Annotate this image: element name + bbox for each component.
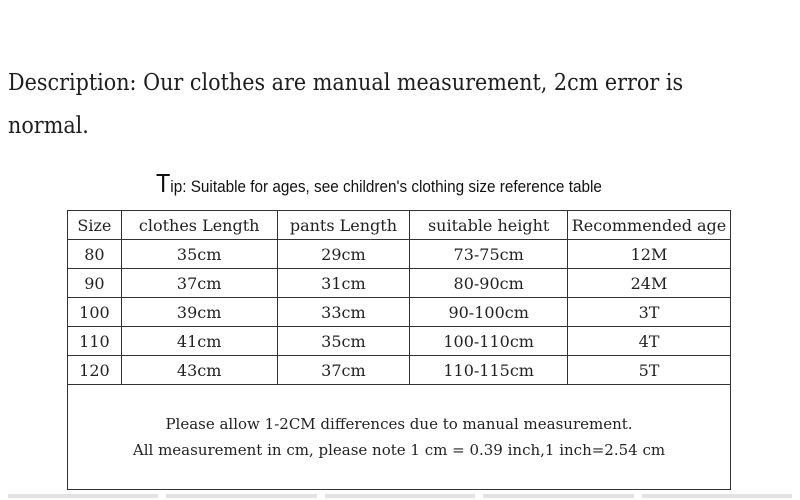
table-row xyxy=(68,240,731,269)
cell-size: 90 xyxy=(68,269,122,298)
cell-clothes-length: 43cm xyxy=(121,356,277,385)
table-header-row xyxy=(68,211,731,240)
header-pants-length: pants Length xyxy=(277,211,410,240)
cell-size: 100 xyxy=(68,298,122,327)
measurement-note-line: All measurement in cm, please note 1 cm = 0.39 inch,1 inch=2.54 cm xyxy=(132,441,666,459)
cell-recommended-age: 24M xyxy=(568,269,731,298)
cell-suitable-height: 73-75cm xyxy=(410,240,568,269)
cell-suitable-height: 100-110cm xyxy=(410,327,568,356)
header-suitable-height: suitable height xyxy=(410,211,568,240)
cell-pants-length: 35cm xyxy=(277,327,410,356)
cell-size: 80 xyxy=(68,240,122,269)
cell-pants-length: 33cm xyxy=(277,298,410,327)
header-size: Size xyxy=(68,211,122,240)
divider-segment xyxy=(642,494,792,498)
size-reference-table xyxy=(67,210,731,490)
cell-size: 120 xyxy=(68,356,122,385)
tip-text: ip: Suitable for ages, see children's clothing size reference table xyxy=(170,177,602,196)
description-text: Description: Our clothes are manual measurement, 2cm error is normal. xyxy=(8,70,684,139)
divider-segment xyxy=(166,494,316,498)
cell-size: 110 xyxy=(68,327,122,356)
cell-recommended-age: 12M xyxy=(568,240,731,269)
cell-clothes-length: 35cm xyxy=(121,240,277,269)
cell-clothes-length: 41cm xyxy=(121,327,277,356)
divider-segment xyxy=(8,494,158,498)
tip-heading xyxy=(156,168,602,199)
header-clothes-length: clothes Length xyxy=(121,211,277,240)
divider-segment xyxy=(325,494,475,498)
tip-lead-letter: T xyxy=(156,168,171,198)
cell-pants-length: 31cm xyxy=(277,269,410,298)
header-recommended-age: Recommended age xyxy=(568,211,731,240)
table-row xyxy=(68,356,731,385)
table-row xyxy=(68,327,731,356)
measurement-note-cell xyxy=(68,385,731,490)
cell-suitable-height: 90-100cm xyxy=(410,298,568,327)
measurement-note-line: Please allow 1-2CM differences due to manual measurement. xyxy=(165,415,633,433)
cell-pants-length: 29cm xyxy=(277,240,410,269)
cell-pants-length: 37cm xyxy=(277,356,410,385)
table-notes-row xyxy=(68,385,731,490)
cell-clothes-length: 39cm xyxy=(121,298,277,327)
cell-clothes-length: 37cm xyxy=(121,269,277,298)
table-row xyxy=(68,269,731,298)
bottom-divider xyxy=(8,494,792,498)
divider-segment xyxy=(483,494,633,498)
cell-recommended-age: 3T xyxy=(568,298,731,327)
cell-recommended-age: 5T xyxy=(568,356,731,385)
cell-suitable-height: 80-90cm xyxy=(410,269,568,298)
table-row xyxy=(68,298,731,327)
cell-recommended-age: 4T xyxy=(568,327,731,356)
cell-suitable-height: 110-115cm xyxy=(410,356,568,385)
